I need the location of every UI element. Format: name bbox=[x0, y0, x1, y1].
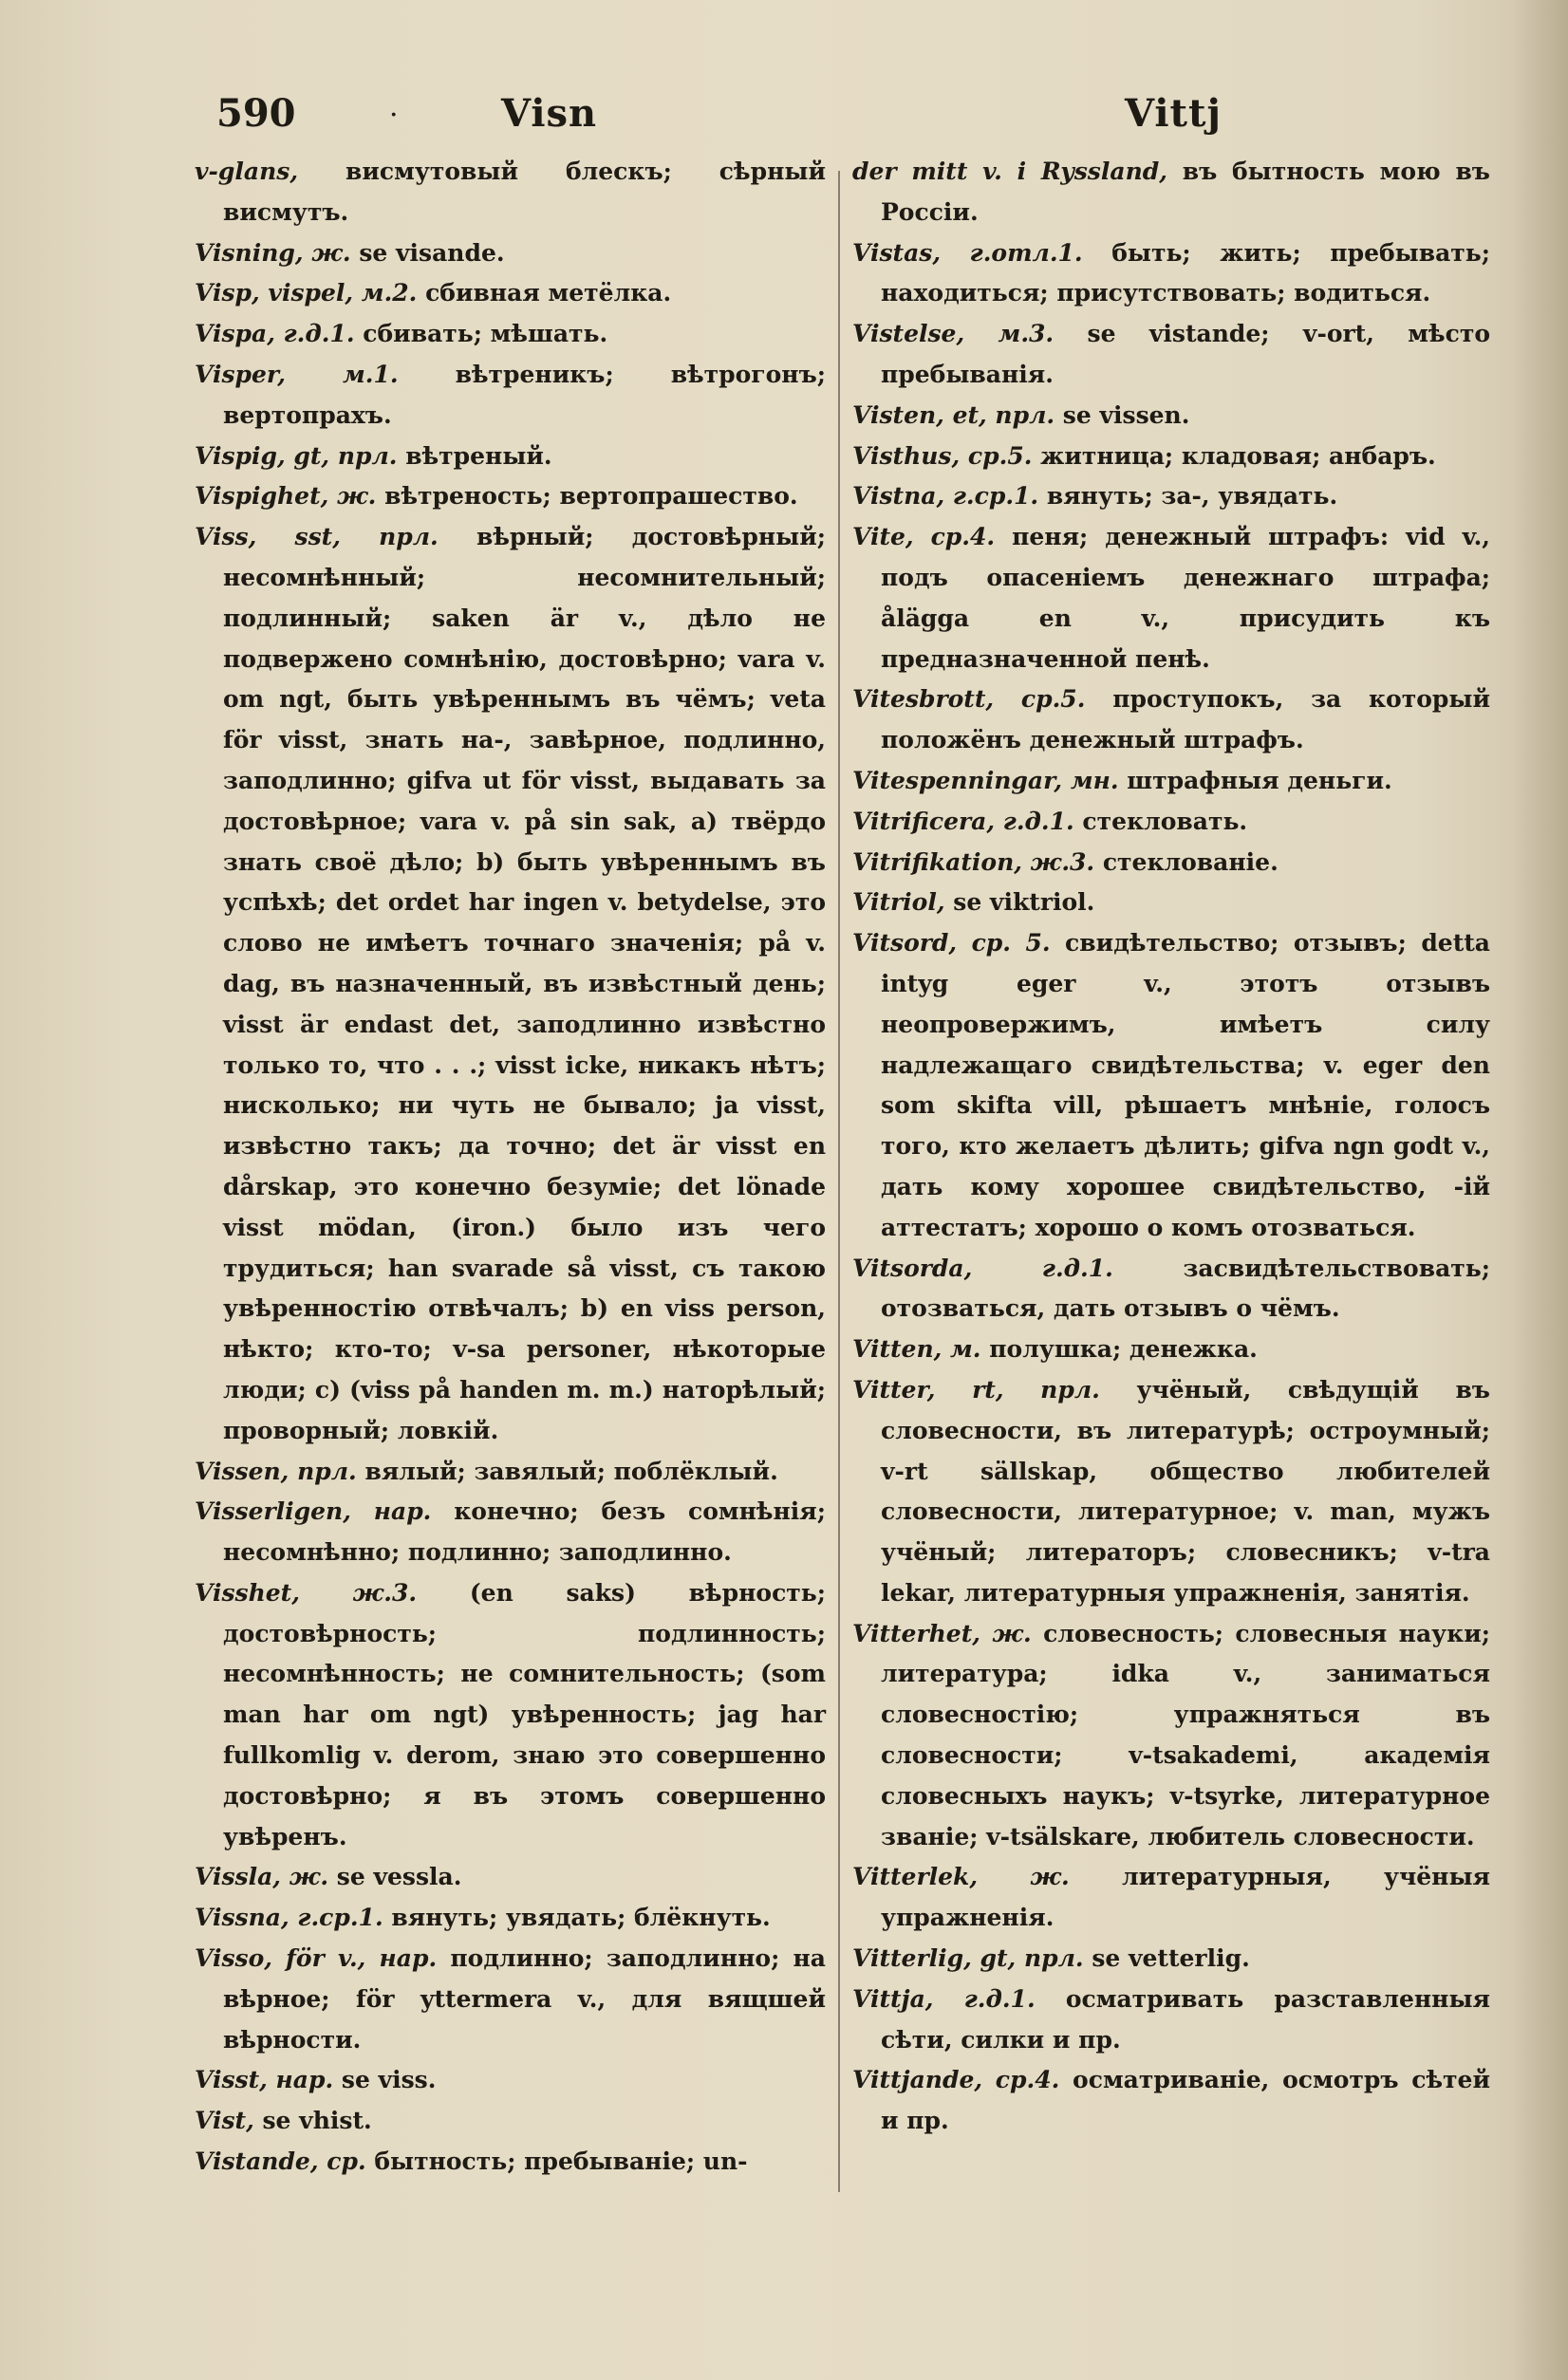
entry-definition: свидѣтельство; отзывъ; detta intyg eger v., этотъ отзывъ неопровержимъ, имѣетъ силу надлежащаго свидѣтельства; v. eger den som skifta vill, рѣшаетъ мнѣніе, голосъ того, кто желаетъ дѣлить; gifva ngn godt v., дать кому хорошее свидѣтельство, -ій аттестатъ; хорошо о комъ отозваться. bbox=[881, 929, 1490, 1241]
dictionary-entry bbox=[852, 761, 1490, 802]
entry-definition: сбивать; мѣшать. bbox=[354, 320, 608, 348]
entry-definition: словесность; словесныя науки; литература; idka v., заниматься словесностію; упражняться въ словесности; v-tsakademi, академія словесныхъ наукъ; v-tsyrke, литературное званіе; v-tsälskare, любитель словесности. bbox=[881, 1619, 1490, 1850]
entry-headword: Visshet, ж.3. bbox=[195, 1578, 418, 1607]
header-dot: · bbox=[389, 99, 399, 132]
entry-headword: Vittjande, ср.4. bbox=[852, 2066, 1060, 2094]
dictionary-entry bbox=[195, 152, 826, 233]
entry-headword: der mitt v. i Ryssland, bbox=[852, 158, 1167, 185]
entry-headword: Visso, för v., нар. bbox=[195, 1944, 438, 1973]
dictionary-entry bbox=[195, 1492, 826, 1573]
entry-definition: se vetterlig. bbox=[1083, 1944, 1250, 1973]
entry-definition: осматриваніе, осмотръ сѣтей и пр. bbox=[881, 2066, 1490, 2135]
entry-definition: осматривать разставленныя сѣти, силки и пр. bbox=[881, 1984, 1490, 2054]
entry-definition: въ бытность мою въ Россіи. bbox=[881, 158, 1490, 226]
entry-headword: Vitterlek, ж. bbox=[852, 1863, 1070, 1891]
entry-headword: Visserligen, нар. bbox=[195, 1497, 432, 1526]
entry-headword: Vistna, г.ср.1. bbox=[852, 482, 1039, 511]
entry-headword: Vitsorda, г.д.1. bbox=[852, 1254, 1113, 1282]
dictionary-entry bbox=[195, 517, 826, 1451]
entry-headword: Vistande, ср. bbox=[195, 2148, 366, 2176]
entry-definition: вянуть; за-, увядать. bbox=[1038, 482, 1338, 511]
entry-headword: Vitrifikation, ж.3. bbox=[852, 847, 1095, 876]
entry-definition: житница; кладовая; анбаръ. bbox=[1032, 441, 1436, 470]
entry-definition: se viss. bbox=[333, 2066, 437, 2094]
dictionary-entry bbox=[195, 1898, 826, 1939]
entry-headword: Vitsord, ср. 5. bbox=[852, 929, 1051, 958]
dictionary-entry bbox=[852, 679, 1490, 761]
entry-headword: Vissla, ж. bbox=[195, 1863, 329, 1891]
dictionary-entry bbox=[852, 2060, 1490, 2142]
dictionary-entry bbox=[195, 2142, 826, 2183]
dictionary-entry bbox=[195, 476, 826, 517]
right-column bbox=[852, 152, 1490, 2142]
entry-definition: штрафныя деньги. bbox=[1118, 766, 1392, 794]
dictionary-entry bbox=[195, 437, 826, 477]
entry-headword: Vitterlig, gt, прл. bbox=[852, 1944, 1084, 1973]
entry-definition: проступокъ, за который положёнъ денежный штрафъ. bbox=[881, 685, 1490, 754]
dictionary-entry bbox=[852, 883, 1490, 923]
entry-definition: вѣтреность; вертопрашество. bbox=[376, 482, 798, 511]
entry-definition: висмутовый блескъ; сѣрный висмутъ. bbox=[223, 158, 826, 226]
entry-definition: se vissen. bbox=[1055, 400, 1190, 429]
dictionary-entry bbox=[852, 476, 1490, 517]
entry-definition: se vistande; v-ort, мѣсто пребыванія. bbox=[881, 320, 1490, 388]
entry-definition: быть; жить; пребывать; находиться; присутствовать; водиться. bbox=[881, 238, 1490, 307]
entry-headword: v-glans, bbox=[195, 158, 299, 185]
entry-definition: вѣтреникъ; вѣтрогонъ; вертопрахъ. bbox=[223, 360, 827, 429]
dictionary-entry bbox=[195, 314, 826, 355]
left-column bbox=[195, 152, 826, 2183]
entry-definition: бытность; пребываніе; un- bbox=[365, 2148, 748, 2176]
entry-headword: Vitespenningar, мн. bbox=[852, 766, 1119, 794]
left-guide-word: Visn bbox=[501, 91, 598, 136]
entry-headword: Vistelse, м.3. bbox=[852, 320, 1055, 348]
dictionary-entry bbox=[852, 314, 1490, 396]
entry-definition: стеклованіе. bbox=[1094, 847, 1279, 876]
entry-headword: Vitterhet, ж. bbox=[852, 1619, 1032, 1647]
dictionary-entry bbox=[195, 273, 826, 314]
entry-definition: учёный, свѣдущій въ словесности, въ литературѣ; остроумный; v-rt sällskap, общество любителей словесности, литературное; v. man, мужъ учёный; литераторъ; словесникъ; v-tra lekar, литературныя упражненія, занятія. bbox=[881, 1375, 1490, 1607]
page-number: 590 bbox=[216, 91, 296, 136]
entry-definition: вѣтреный. bbox=[397, 441, 552, 470]
entry-definition: стекловать. bbox=[1073, 807, 1248, 835]
dictionary-entry bbox=[195, 1939, 826, 2060]
entry-definition: (en saks) вѣрность; достовѣрность; подлинность; несомнѣнность; не сомнительность; (som man har om ngt) увѣренность; jag har fullkomlig v. derom, знаю это совершенно достовѣрно; я въ этомъ совершенно увѣренъ. bbox=[223, 1578, 826, 1850]
dictionary-entry bbox=[195, 1573, 826, 1858]
right-guide-word: Vittj bbox=[1125, 91, 1222, 136]
entry-headword: Vispighet, ж. bbox=[195, 482, 377, 511]
dictionary-entry bbox=[195, 2101, 826, 2142]
dictionary-entry bbox=[852, 1614, 1490, 1858]
column-divider bbox=[838, 171, 840, 2192]
entry-definition: пеня; денежный штрафъ: vid v., подъ опасеніемъ денежнаго штрафа; ålägga en v., присудить къ предназначенной пенѣ. bbox=[881, 523, 1490, 673]
entry-definition: конечно; безъ сомнѣнія; несомнѣнно; подлинно; заподлинно. bbox=[223, 1497, 826, 1567]
entry-definition: se vessla. bbox=[328, 1863, 462, 1891]
page-gutter-shadow bbox=[1511, 0, 1568, 2380]
dictionary-entry bbox=[852, 517, 1490, 679]
entry-headword: Visst, нар. bbox=[195, 2066, 334, 2094]
entry-headword: Visper, м.1. bbox=[195, 360, 399, 388]
dictionary-entry bbox=[852, 396, 1490, 437]
page-header bbox=[0, 91, 1568, 148]
entry-headword: Vite, ср.4. bbox=[852, 523, 996, 551]
dictionary-entry bbox=[852, 802, 1490, 843]
entry-headword: Vittja, г.д.1. bbox=[852, 1984, 1036, 2013]
entry-definition: вѣрный; достовѣрный; несомнѣнный; несомнительный; подлинный; saken är v., дѣло не подвержено сомнѣнію, достовѣрно; vara v. om ngt, быть увѣреннымъ въ чёмъ; veta för visst, знать на-, завѣрное, подлинно, заподлинно; gifva ut för visst, выдавать за достовѣрное; vara v. på sin sak, a) твёрдо знать своё дѣло; b) быть увѣреннымъ въ успѣхѣ; det ordet har ingen v. betydelse, это слово не имѣетъ точнаго значенія; på v. dag, въ назначенный, въ извѣстный день; visst är endast det, заподлинно извѣстно только то, что . . .; visst icke, никакъ нѣтъ; нисколько; ни чуть не бывало; ja visst, извѣстно такъ; да точно; det är visst en dårskap, это конечно безуміе; det lönade visst mödan, (iron.) было изъ чего трудиться; han svarade så visst, съ такою увѣренностію отвѣчалъ; b) en viss person, нѣкто; кто-то; v-sa personer, нѣкоторые люди; c) (viss på handen m. m.) наторѣлый; проворный; ловкій. bbox=[223, 523, 826, 1444]
dictionary-entry bbox=[852, 1249, 1490, 1330]
entry-headword: Vitriol, bbox=[852, 888, 945, 917]
dictionary-entry bbox=[195, 233, 826, 274]
entry-definition: сбивная метёлка. bbox=[417, 279, 672, 307]
entry-definition: литературныя, учёныя упражненія. bbox=[881, 1863, 1490, 1932]
entry-headword: Vispig, gt, прл. bbox=[195, 441, 398, 470]
entry-headword: Vissna, г.ср.1. bbox=[195, 1904, 383, 1932]
dictionary-entry bbox=[852, 1329, 1490, 1370]
entry-definition: вялый; завялый; поблёклый. bbox=[356, 1457, 778, 1485]
dictionary-entry bbox=[852, 923, 1490, 1248]
dictionary-entry bbox=[852, 1370, 1490, 1614]
dictionary-entry bbox=[195, 355, 826, 437]
dictionary-entry bbox=[852, 437, 1490, 477]
dictionary-entry bbox=[852, 843, 1490, 883]
entry-definition: засвидѣтельствовать; отозваться, дать отзывъ о чёмъ. bbox=[881, 1254, 1490, 1323]
dictionary-entry bbox=[195, 1857, 826, 1898]
dictionary-entry bbox=[852, 1857, 1490, 1939]
entry-headword: Visten, et, прл. bbox=[852, 400, 1055, 429]
entry-headword: Vissen, прл. bbox=[195, 1457, 357, 1485]
dictionary-entry bbox=[195, 1452, 826, 1493]
dictionary-entry bbox=[852, 1939, 1490, 1980]
entry-headword: Vitten, м. bbox=[852, 1335, 981, 1364]
entry-headword: Visp, vispel, м.2. bbox=[195, 279, 418, 307]
dictionary-entry bbox=[852, 1980, 1490, 2061]
entry-definition: подлинно; заподлинно; на вѣрное; för yttermera v., для вящшей вѣрности. bbox=[223, 1944, 826, 2054]
entry-headword: Visning, ж. bbox=[195, 238, 351, 267]
entry-headword: Vitrificera, г.д.1. bbox=[852, 807, 1074, 835]
entry-definition: se visande. bbox=[350, 238, 505, 267]
entry-headword: Vist, bbox=[195, 2107, 254, 2135]
entry-headword: Vitesbrott, ср.5. bbox=[852, 685, 1086, 714]
entry-definition: вянуть; увядать; блёкнуть. bbox=[383, 1904, 771, 1932]
entry-definition: se vhist. bbox=[253, 2107, 372, 2135]
entry-headword: Vitter, rt, прл. bbox=[852, 1375, 1100, 1404]
dictionary-entry bbox=[852, 233, 1490, 315]
entry-headword: Vistas, г.отл.1. bbox=[852, 238, 1083, 267]
entry-definition: полушка; денежка. bbox=[980, 1335, 1258, 1364]
dictionary-entry bbox=[852, 152, 1490, 233]
entry-headword: Vispa, г.д.1. bbox=[195, 320, 355, 348]
entry-definition: se viktriol. bbox=[944, 888, 1095, 917]
entry-headword: Viss, sst, прл. bbox=[195, 523, 439, 551]
entry-headword: Visthus, ср.5. bbox=[852, 441, 1033, 470]
dictionary-entry bbox=[195, 2060, 826, 2101]
